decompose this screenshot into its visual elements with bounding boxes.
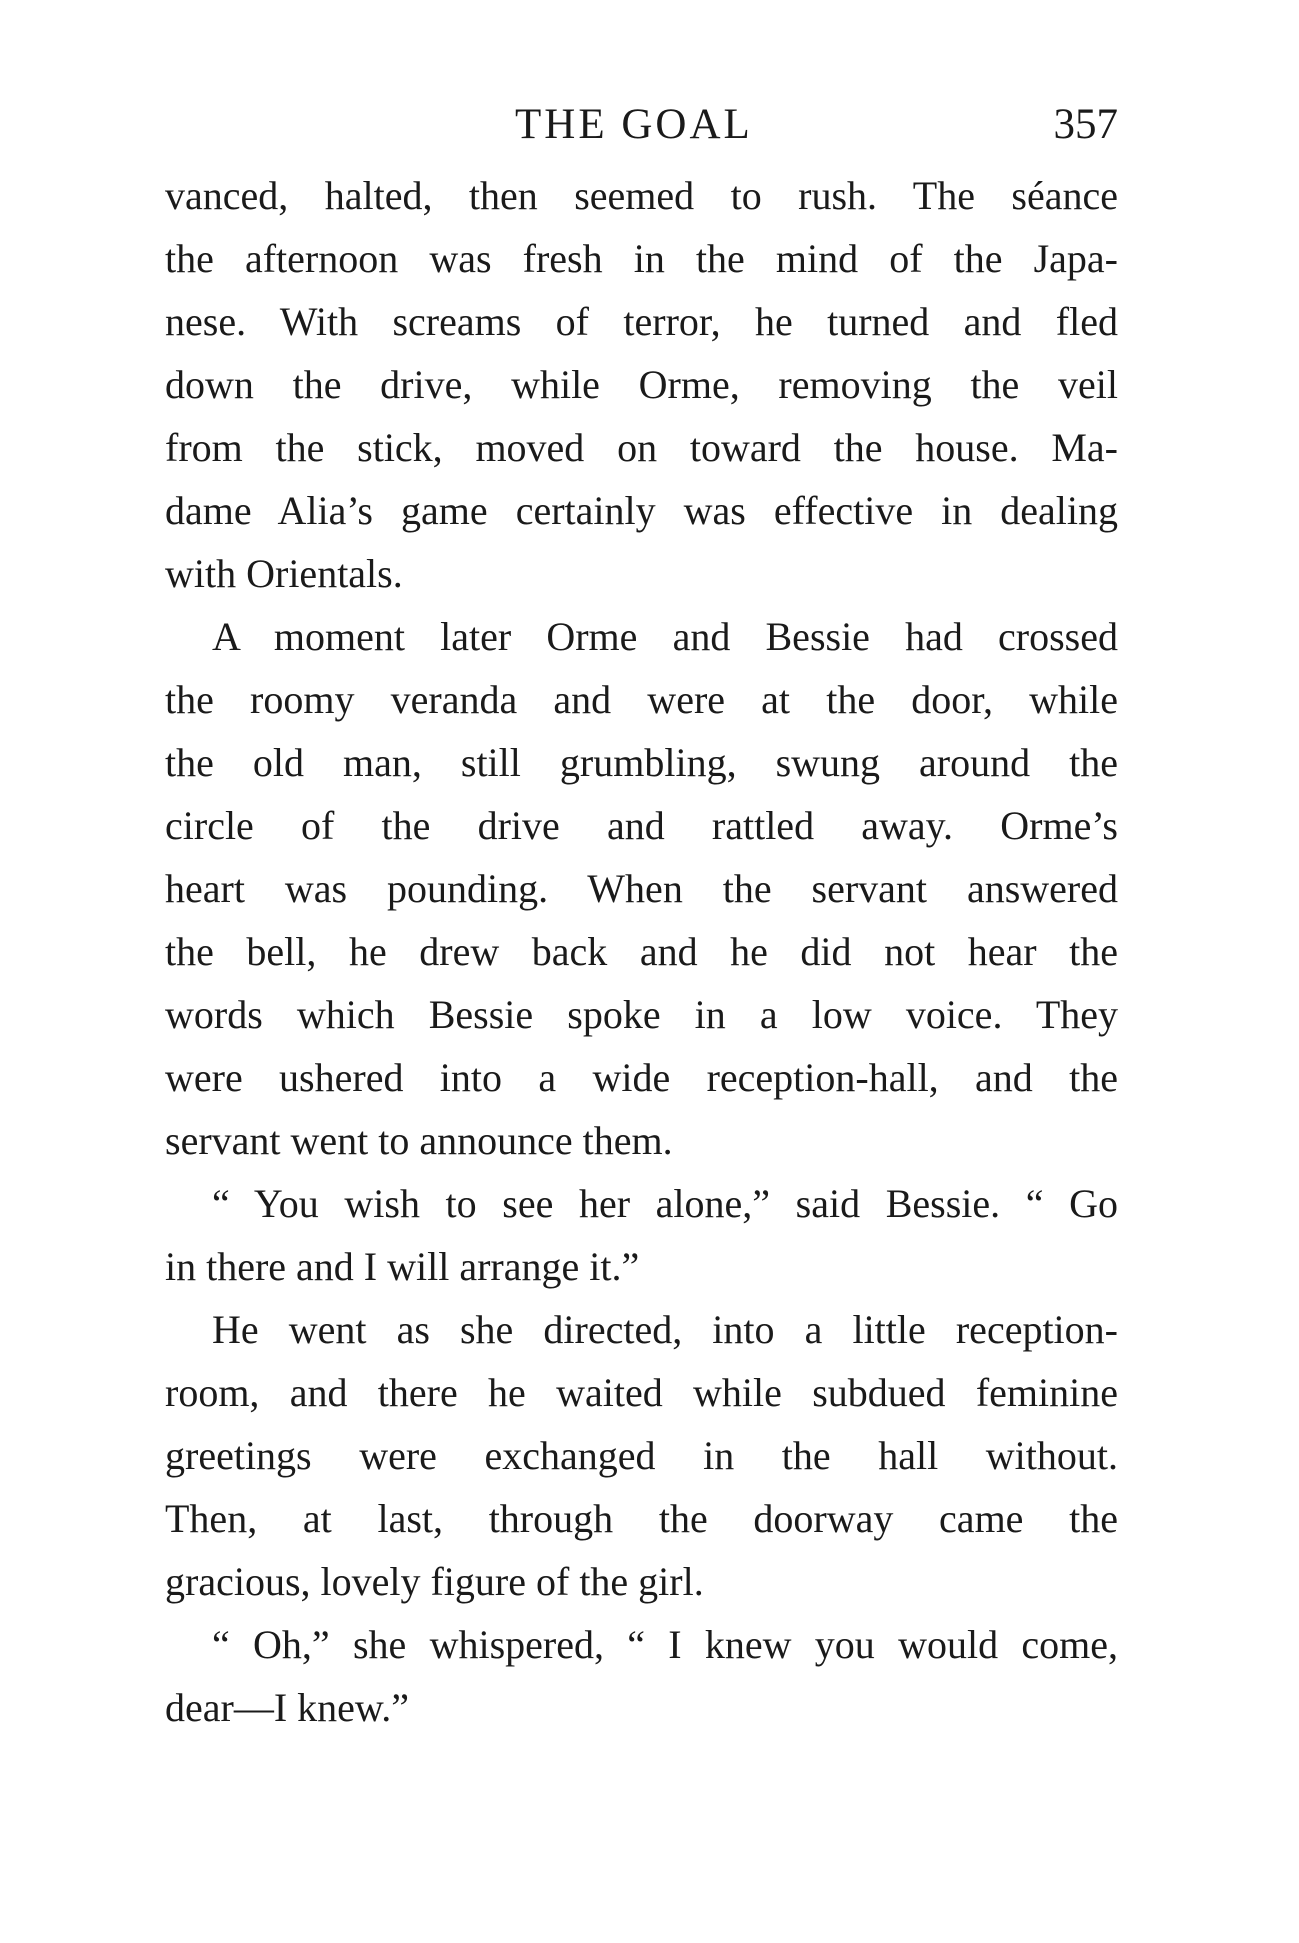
text-line: the old man, still grumbling, swung around the [165,740,1118,785]
text-line: vanced, halted, then seemed to rush. The séance [165,173,1118,218]
page-header [165,100,1118,150]
text-line: A moment later Orme and Bessie had crossed [212,614,1118,659]
text-line: down the drive, while Orme, removing the veil [165,362,1118,407]
text-line: servant went to announce them. [165,1118,673,1163]
text-line: the bell, he drew back and he did not hear the [165,929,1118,974]
paragraph-2 [165,605,1118,1172]
paragraph-1 [165,164,1118,605]
text-line: “ Oh,” she whispered, “ I knew you would come, [212,1622,1118,1667]
text-line: the roomy veranda and were at the door, while [165,677,1118,722]
text-line: dear—I knew.” [165,1685,409,1730]
text-line: room, and there he waited while subdued feminine [165,1370,1118,1415]
text-line: “ You wish to see her alone,” said Bessie. “ Go [212,1181,1118,1226]
text-line: circle of the drive and rattled away. Orme’s [165,803,1118,848]
text-line: with Orientals. [165,551,403,596]
text-line: nese. With screams of terror, he turned and fled [165,299,1118,344]
text-line: from the stick, moved on toward the house. Ma- [165,425,1118,470]
text-line: gracious, lovely figure of the girl. [165,1559,704,1604]
paragraph-3 [165,1172,1118,1298]
text-line: words which Bessie spoke in a low voice. They [165,992,1118,1037]
text-line: dame Alia’s game certainly was effective in dealing [165,488,1118,533]
text-line: heart was pounding. When the servant answered [165,866,1118,911]
text-line: the afternoon was fresh in the mind of the Japa- [165,236,1118,281]
text-line: were ushered into a wide reception-hall, and the [165,1055,1118,1100]
text-line: greetings were exchanged in the hall without. [165,1433,1118,1478]
paragraph-4 [165,1298,1118,1613]
running-title: THE GOAL [515,101,753,148]
text-line: He went as she directed, into a little reception- [212,1307,1118,1352]
text-line: Then, at last, through the doorway came the [165,1496,1118,1541]
page-number: 357 [1053,101,1118,148]
paragraph-5 [165,1613,1118,1739]
text-line: in there and I will arrange it.” [165,1244,640,1289]
body-text [165,164,1118,1739]
